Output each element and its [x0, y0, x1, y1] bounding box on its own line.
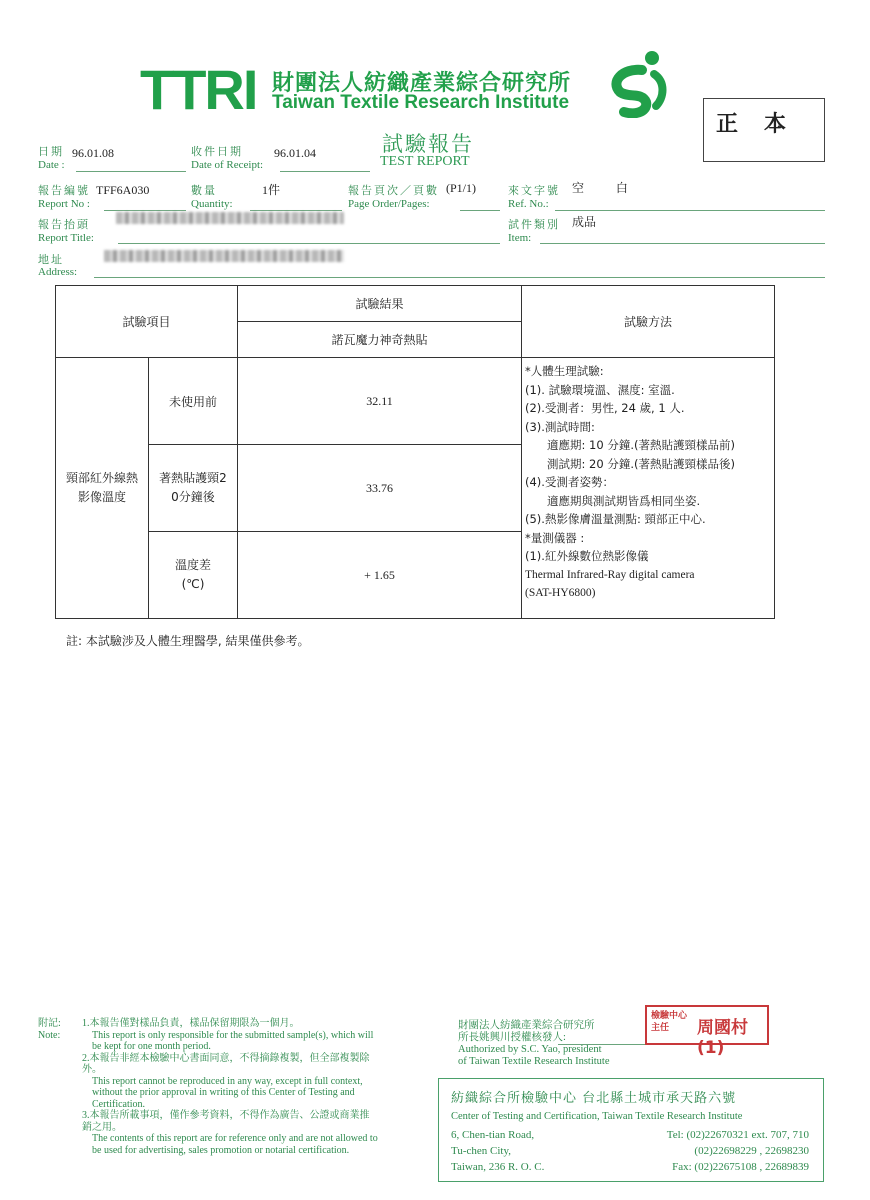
item-label-en: Item: — [508, 232, 532, 244]
report-no-label-cn: 報告編號 — [38, 185, 90, 197]
receipt-value: 96.01.04 — [274, 146, 316, 160]
quantity-underline — [250, 210, 342, 211]
item-label-cn: 試件類別 — [508, 219, 560, 231]
date-value: 96.01.08 — [72, 146, 114, 160]
row-group-label: 頸部紅外線熱影像溫度 — [56, 358, 149, 619]
row-label-after: 著熱貼護頸20分鐘後 — [149, 445, 238, 532]
ref-label-cn: 來文字號 — [508, 185, 560, 197]
quantity-label-cn: 數量 — [191, 185, 217, 197]
method-description: *人體生理試驗: (1). 試驗環境溫、濕度: 室溫. (2).受測者：男性, 24 歲, 1 人. (3).測試時間: 適應期: 10 分鐘.(著熱貼護頸樣品前) 測試期: 20 分鐘.(著熱貼護頸樣品後) (4).受測者姿勢： 適應期與測試期皆爲相同坐姿. (5).熱影像膚溫量測點: 頸部正中心. *量測儀器 : (1).紅外線數位熱影像儀 Thermal Infrared-Ray digital camera (SAT-HY6800) — [522, 358, 775, 619]
item-value: 成品 — [572, 215, 597, 229]
row-value-diff: + 1.65 — [238, 532, 522, 619]
table-row — [56, 358, 775, 445]
report-no-value: TFF6A030 — [96, 183, 150, 197]
title-label-cn: 報告抬頭 — [38, 219, 90, 231]
results-table — [55, 285, 775, 619]
title-underline — [118, 243, 500, 244]
report-title-redacted — [116, 212, 344, 224]
report-title-cn: 試驗報告 — [382, 132, 474, 156]
address-label-en: Address: — [38, 266, 78, 278]
col-header-method: 試驗方法 — [522, 286, 775, 358]
disclaimer-note: 註: 本試驗涉及人體生理醫學, 結果僅供參考。 — [66, 634, 310, 648]
director-seal-stamp: 檢驗中心主任 周國村(1) — [645, 1005, 769, 1045]
receipt-underline — [280, 171, 370, 172]
authorization-block: 財團法人紡織產業綜合研究所 所長姚興川授權核發人: Authorized by S.C. Yao, president of Taiwan Textile Research Institute — [458, 1020, 610, 1067]
report-no-underline — [104, 210, 186, 211]
address-redacted — [104, 250, 344, 262]
row-value-after: 33.76 — [238, 445, 522, 532]
date-label-cn: 日期 — [38, 146, 64, 158]
institute-name-en: Taiwan Textile Research Institute — [272, 92, 570, 113]
title-label-en: Report Title: — [38, 232, 94, 244]
receipt-label-cn: 收件日期 — [191, 146, 243, 158]
ref-label-en: Ref. No.: — [508, 198, 549, 210]
address-label-cn: 地址 — [38, 254, 64, 266]
row-label-diff: 溫度差(℃) — [149, 532, 238, 619]
quantity-value: 1件 — [262, 183, 281, 197]
row-value-before: 32.11 — [238, 358, 522, 445]
col-header-product: 諾瓦魔力神奇熱貼 — [238, 322, 522, 358]
page-label-cn: 報告頁次／頁數 — [348, 185, 439, 197]
date-underline — [76, 171, 186, 172]
institute-name-cn: 財團法人紡織產業綜合研究所 — [272, 71, 572, 96]
date-label-en: Date : — [38, 159, 65, 171]
page-value: (P1/1) — [446, 181, 476, 195]
item-underline — [540, 243, 825, 244]
receipt-label-en: Date of Receipt: — [191, 159, 264, 171]
ref-underline — [555, 210, 825, 211]
ttri-logo-text: TTRI — [140, 58, 257, 121]
report-no-label-en: Report No : — [38, 198, 90, 210]
col-header-result: 試驗結果 — [238, 286, 522, 322]
ref-value: 空 白 — [572, 181, 642, 195]
row-label-before: 未使用前 — [149, 358, 238, 445]
ttri-emblem-icon — [602, 48, 672, 118]
quantity-label-en: Quantity: — [191, 198, 233, 210]
address-underline — [94, 277, 825, 278]
report-title-en: TEST REPORT — [380, 154, 470, 169]
col-header-item: 試驗項目 — [56, 286, 238, 358]
page-label-en: Page Order/Pages: — [348, 198, 430, 210]
center-address-box: 紡織綜合所檢驗中心 台北縣土城市承天路六號 Center of Testing and Certification, Taiwan Textile Research Institute 6, Chen-tian Road, Tu-chen City, Taiwan, 236 R. O. C. Tel: (02)22670321 ext. 707, 710 (02)22698229 , 22698230 Fax: (02)22675108 , 22689839 — [438, 1078, 824, 1182]
page-underline — [460, 210, 500, 211]
footer-notes: 附記: 1.本報告僅對樣品負責，樣品保留期限為一個月。 Note: This report is only responsible for the submitted sample(s), which will be kept for one month period. 2.本報告非經本檢驗中心書面同意，不得摘錄複製，但全部複製除外。 This report cannot be reproduced in any way, except in full context, without the prior approval in writing of this Center of Testing and Certification. 3.本報告所載事項，僅作參考資料，不得作為廣告、公證或商業推銷之用。 The contents of this report are for reference only and are not allowed to be used for advertising, sales promotion or notarial certification. — [38, 1018, 378, 1156]
original-copy-stamp: 正本 — [703, 98, 825, 162]
